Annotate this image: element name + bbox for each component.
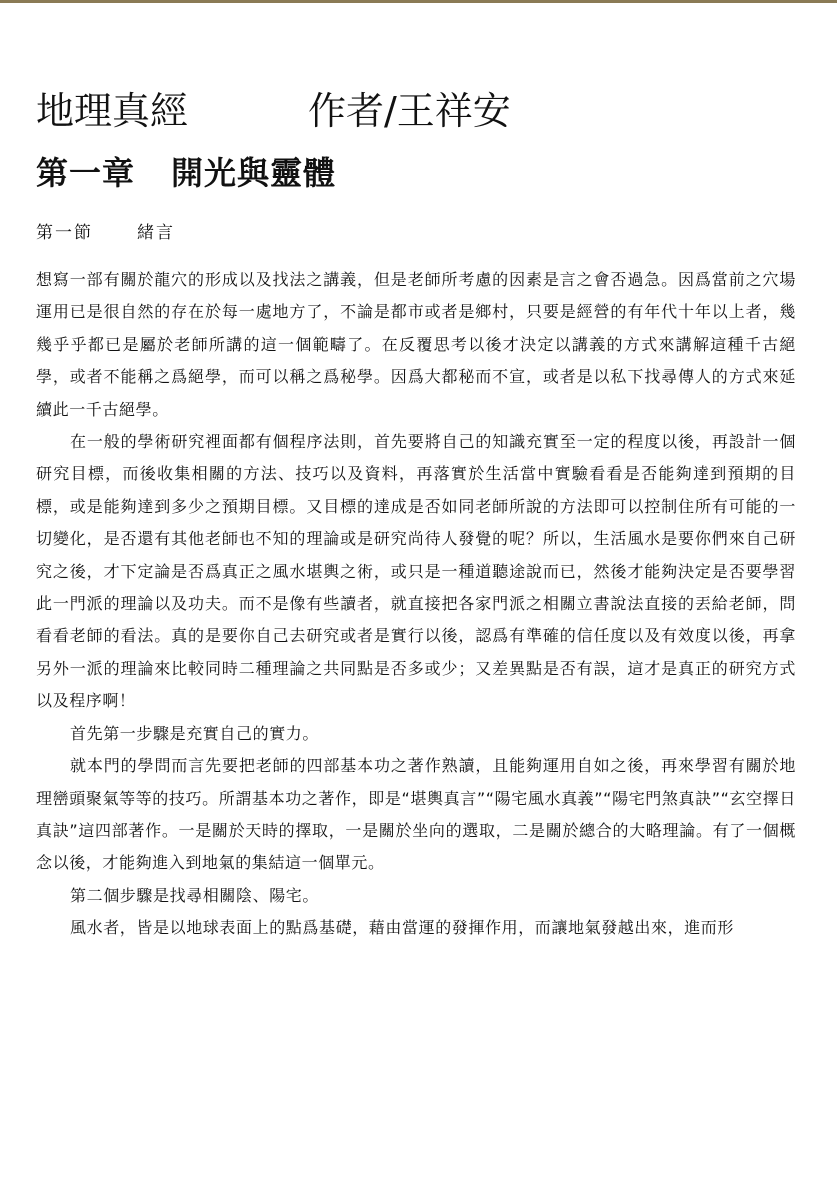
section-number: 第一節 <box>36 223 93 243</box>
paragraph-fengshui-definition: 風水者，皆是以地球表面上的點爲基礎，藉由當運的發揮作用，而讓地氣發越出來，進而形 <box>70 918 735 938</box>
book-header <box>36 82 796 140</box>
paragraph-basic-works: 就本門的學問而言先要把老師的四部基本功之著作熟讀，且能夠運用自如之後，再來學習有關於地理巒頭聚氣等等的技巧。所謂基本功之著作，即是“堪輿真言”“陽宅風水真義”“陽宅門煞真訣”“玄空擇日真訣”這四部著作。一是關於天時的擇取，一是關於坐向的選取，二是關於總合的大略理論。有了一個概念以後，才能夠進入到地氣的集結這一個單元。 <box>36 756 796 873</box>
book-author: 作者/王祥安 <box>308 89 511 133</box>
paragraph-research-method: 在一般的學術研究裡面都有個程序法則，首先要將自己的知識充實至一定的程度以後，再設計一個研究目標，而後收集相關的方法、技巧以及資料，再落實於生活當中實驗看看是否能夠達到預期的目標，或是能夠達到多少之預期目標。又目標的達成是否如同老師所說的方法即可以控制住所有可能的一切變化，是否還有其他老師也不知的理論或是研究尚待人發覺的呢？所以，生活風水是要你們來自己研究之後，才下定論是否爲真正之風水堪輿之術，或只是一種道聽途說而已，然後才能夠決定是否要學習此一門派的理論以及功夫。而不是像有些讀者，就直接把各家門派之相關立書說法直接的丟給老師，問看看老師的看法。真的是要你自己去研究或者是實行以後，認爲有準確的信任度以及有效度以後，再拿另外一派的理論來比較同時二種理論之共同點是否多或少；又差異點是否有誤，這才是真正的研究方式以及程序啊！ <box>36 432 796 711</box>
top-border-rule <box>0 0 837 3</box>
chapter-number: 第一章 <box>36 154 136 192</box>
section-title: 緒言 <box>137 223 175 243</box>
paragraph-step-one: 首先第一步驟是充實自己的實力。 <box>70 723 320 743</box>
body-text <box>36 264 796 945</box>
chapter-title: 開光與靈體 <box>171 154 337 192</box>
chapter-heading <box>36 148 796 198</box>
document-page <box>36 82 796 945</box>
book-title: 地理真經 <box>36 89 189 133</box>
paragraph-step-two: 第二個步驟是找尋相關陰、陽宅。 <box>70 885 320 905</box>
paragraph-intro: 想寫一部有關於龍穴的形成以及找法之講義，但是老師所考慮的因素是言之會否過急。因爲當前之穴場運用已是很自然的存在於每一處地方了，不論是都市或者是鄉村，只要是經營的有年代十年以上者，幾幾乎乎都已是屬於老師所講的這一個範疇了。在反覆思考以後才決定以講義的方式來講解這種千古絕學，或者不能稱之爲絕學，而可以稱之爲秘學。因爲大都秘而不宣，或者是以私下找尋傳人的方式來延續此一千古絕學。 <box>36 270 796 419</box>
section-heading <box>36 220 796 246</box>
